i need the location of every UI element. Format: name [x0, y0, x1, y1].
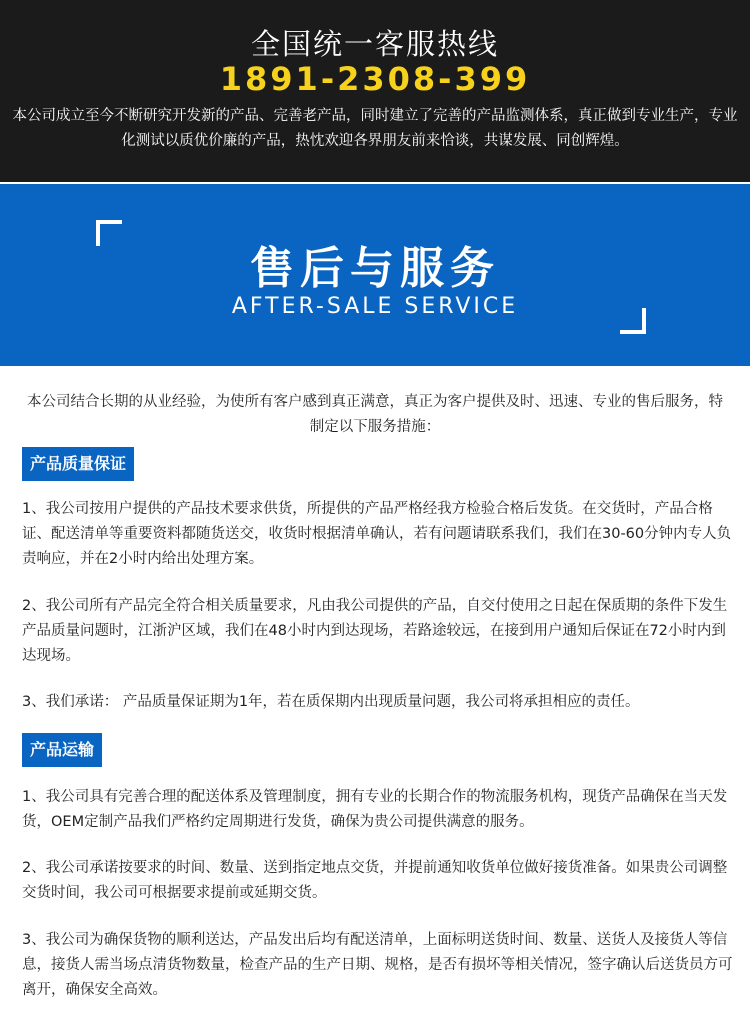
quality-item-1: 1、我公司按用户提供的产品技术要求供货，所提供的产品严格经我方检验合格后发货。在交货时，产品合格证、配送清单等重要资料都随货送交，收货时根据清单确认，若有问题请联系我们，我们在30-60分钟内专人负责响应，并在2小时内给出处理方案。: [22, 501, 732, 567]
section-title-transport: 产品运输: [22, 733, 102, 767]
hotline-title: 全国统一客服热线: [250, 27, 499, 61]
quality-item-2: 2、我公司所有产品完全符合相关质量要求，凡由我公司提供的产品，自交付使用之日起在保质期的条件下发生产品质量问题时，江浙沪区域，我们在48小时内到达现场，若路途较远，在接到用户通知后保证在72小时内到达现场。: [22, 598, 728, 664]
after-sale-banner: [0, 182, 750, 366]
quality-item-3: 3、我们承诺： 产品质量保证期为1年，若在质保期内出现质量问题，我公司将承担相应的责任。: [22, 694, 640, 710]
banner-title: 售后与服务: [250, 243, 500, 294]
company-intro: 本公司成立至今不断研究开发新的产品、完善老产品，同时建立了完善的产品监测体系，真正做到专业生产，专业化测试以质优价廉的产品，热忱欢迎各界朋友前来恰谈，共谋发展、同创辉煌。: [12, 108, 738, 149]
corner-bracket-bottom-right-icon: [620, 308, 646, 334]
service-lead: 本公司结合长期的从业经验，为使所有客户感到真正满意，真正为客户提供及时、迅速、专业的售后服务，特制定以下服务措施：: [27, 394, 723, 435]
banner-subtitle: AFTER-SALE SERVICE: [231, 294, 519, 319]
transport-item-2: 2、我公司承诺按要求的时间、数量、送到指定地点交货，并提前通知收货单位做好接货准备。如果贵公司调整交货时间，我公司可根据要求提前或延期交货。: [22, 860, 728, 901]
transport-item-1: 1、我公司具有完善合理的配送体系及管理制度，拥有专业的长期合作的物流服务机构，现货产品确保在当天发货，OEM定制产品我们严格约定周期进行发货，确保为贵公司提供满意的服务。: [22, 789, 728, 830]
section-title-quality: 产品质量保证: [22, 447, 134, 481]
hotline-header: [0, 0, 750, 182]
transport-item-3: 3、我公司为确保货物的顺利送达，产品发出后均有配送清单，上面标明送货时间、数量、送货人及接货人等信息，接货人需当场点清货物数量，检查产品的生产日期、规格，是否有损坏等相关情况，签字确认后送货员方可离开，确保安全高效。: [22, 932, 733, 998]
hotline-phone[interactable]: 1891-2308-399: [219, 60, 531, 98]
